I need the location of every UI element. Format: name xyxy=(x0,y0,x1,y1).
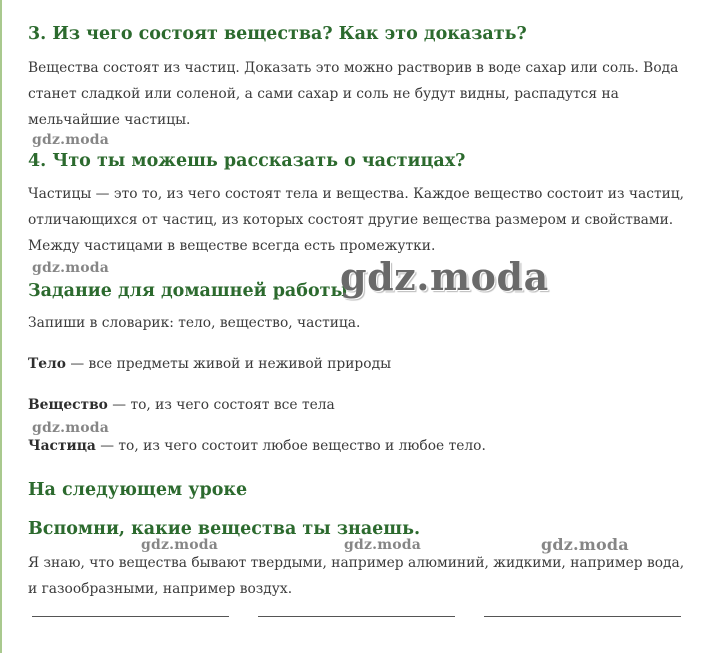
watermark: gdz.moda xyxy=(32,260,110,276)
glossary-definition: — то, из чего состоит любое вещество и любое тело. xyxy=(95,438,486,454)
left-border-line xyxy=(0,0,2,653)
glossary-entry xyxy=(28,438,486,454)
question-4-answer-line: отличающихся от частиц, из которых состоят другие вещества размером и свойствами. xyxy=(28,212,674,228)
answer-blank-line xyxy=(258,616,455,617)
glossary-definition: — то, из чего состоят все тела xyxy=(107,397,335,413)
watermark: gdz.moda xyxy=(141,537,219,553)
watermark: gdz.moda xyxy=(541,535,629,554)
watermark-large: gdz.moda xyxy=(340,254,549,299)
question-3-answer-line: Вещества состоят из частиц. Доказать это можно растворив в воде сахар или соль. Вода xyxy=(28,60,679,76)
homework-heading: Задание для домашней работы xyxy=(28,281,349,301)
question-3-answer-line: станет сладкой или соленой, а сами сахар и соль не будут видны, распадутся на xyxy=(28,86,619,102)
glossary-entry xyxy=(28,356,391,372)
question-4-answer-line: Частицы — это то, из чего состоят тела и вещества. Каждое вещество состоит из частиц, xyxy=(28,186,685,202)
recall-answer-line: и газообразными, например воздух. xyxy=(28,581,293,597)
question-3-answer-line: мельчайшие частицы. xyxy=(28,112,191,128)
glossary-term: Тело xyxy=(28,356,66,372)
answer-blank-line xyxy=(484,616,681,617)
watermark: gdz.moda xyxy=(32,132,110,148)
glossary-entry xyxy=(28,397,335,413)
answer-blank-line xyxy=(32,616,229,617)
question-3-heading: 3. Из чего состоят вещества? Как это доказать? xyxy=(28,24,527,44)
watermark: gdz.moda xyxy=(32,420,110,436)
glossary-term: Частица xyxy=(28,438,96,454)
glossary-definition: — все предметы живой и неживой природы xyxy=(65,356,392,372)
question-4-heading: 4. Что ты можешь рассказать о частицах? xyxy=(28,151,466,171)
homework-intro: Запиши в словарик: тело, вещество, частица. xyxy=(28,315,361,331)
watermark: gdz.moda xyxy=(344,537,422,553)
glossary-term: Вещество xyxy=(28,397,108,413)
next-lesson-heading: На следующем уроке xyxy=(28,480,248,500)
question-4-answer-line: Между частицами в веществе всегда есть промежутки. xyxy=(28,238,436,254)
recall-heading: Вспомни, какие вещества ты знаешь. xyxy=(28,519,421,539)
recall-answer-line: Я знаю, что вещества бывают твердыми, например алюминий, жидкими, например вода, xyxy=(28,555,685,571)
